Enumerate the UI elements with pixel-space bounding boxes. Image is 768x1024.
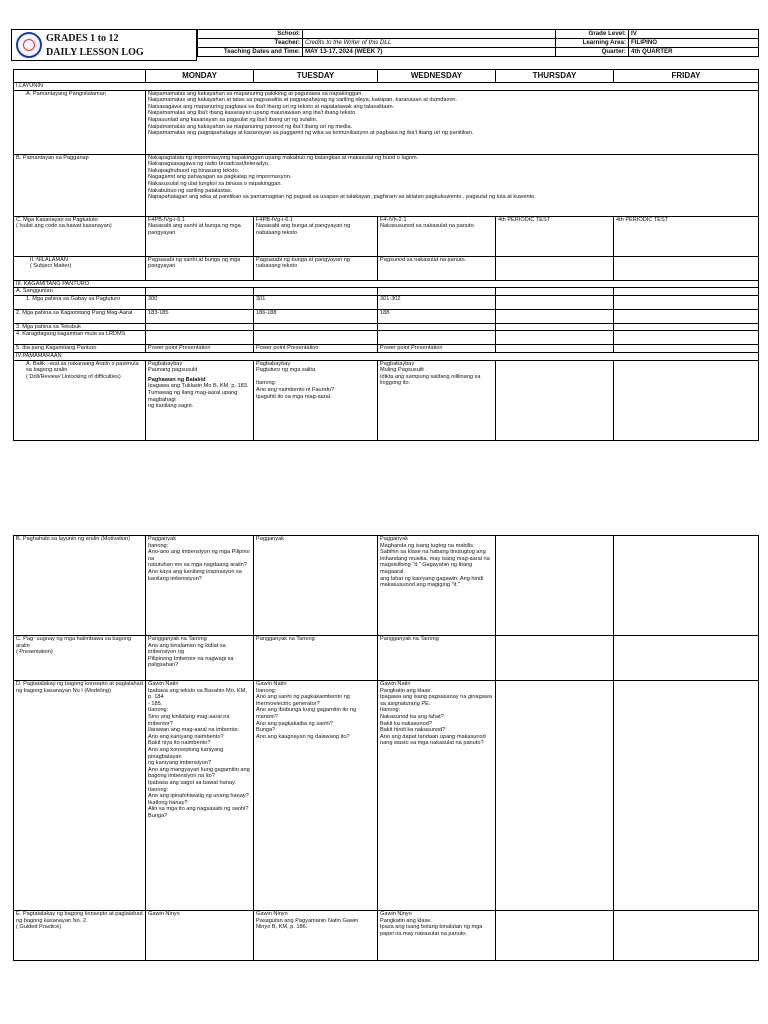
nilalaman-wed: Pagsunod sa nakasulat na panuto. bbox=[378, 256, 496, 280]
balik-aral-wed: Pagbabaybay Muling Pagsusulit Idikta ang sampung salitang nililinang sa linggong ito. bbox=[378, 360, 496, 440]
kasanayan-mon: F4PB-IVg-i-6.1 Nasasabi ang sanhi at bunga ng mga pangyayari bbox=[146, 216, 254, 256]
sanggunian-label: A. Sanggunian bbox=[14, 288, 146, 296]
kagamitan-tue: 186-188 bbox=[254, 309, 378, 323]
area-value: FILIPINO bbox=[629, 39, 759, 48]
day-thursday: THURSDAY bbox=[496, 70, 614, 83]
pag-uugnay-label: C. Pag- uugnay ng mga halimbawa sa bagong aralin ( Presentation) bbox=[14, 636, 146, 681]
meta-table-left bbox=[197, 29, 556, 57]
area-label: Learning Area: bbox=[556, 39, 629, 48]
quarter-label: Quarter: bbox=[556, 48, 629, 57]
pamantayan-pagganap-text: Nakapagtatala ng impormasyong napakinggan upang makabuo ng balangkas at makasulat ng buod o lagom. Nakapagsasagawa ng radio broadcast/teleradyo. Nakapagbubuod ng binasang teksto. Nagagamit ang pahayagan sa pagkalap ng impormasyon. Nakasusulat ng ulat tungkol sa binasa o napakinggan. Nakabubuo ng sariling patalastas. Napapahalagan ang wika at panitikan sa pamamagitan ng pagsali sa usapan at talakayan, paghiram sa aklatan pagkukuwento , pagsulat ng tula at kuwento. bbox=[146, 154, 759, 216]
deped-seal-icon bbox=[16, 32, 42, 58]
karagdagan-label: 4. Karagdagang kagamitan mula sa LRDMS bbox=[14, 331, 146, 345]
pag-uugnay-tue: Pangganyak na Tanong bbox=[254, 636, 378, 681]
paghahabi-tue: Pagganyak bbox=[254, 536, 378, 636]
gabay-wed: 301-302 bbox=[378, 295, 496, 309]
pamantayang-pangnilalaman-text: Naipamamalas ang kakayahan sa mapanuring pakikinig at pagunawa sa napakinggan. Naipamamalas ang kakayahan at tatas sa pagsasalita at pagpapahayag ng sariling ideya, kaisipan, karanasan at damdamin. Naisasagawa ang mapanuring pagbasa sa iba't ibang uri ng teksto at napalalawak ang talasalitaan. Naipamamalas ang iba't ibang kasanayan upang maunawaan ang iba't ibang teksto. Napauunlad ang kasanayan sa pagsulat ng iba't ibang uri ng sulatin. Naipamamalas ang kakayahan sa mapanuring panood ng iba't ibang uri ng media. Naipamamalas ang pagpapahalaga at kasanayan sa paggamit ng wika sa komunikasyon at pagbasa ng iba't ibang uri ng panitikan. bbox=[146, 90, 759, 154]
teacher-label: Teacher: bbox=[198, 39, 303, 48]
kasanayan-wed: F4-IVh-2.1 Nakasusunod sa nakasulat na panuto. bbox=[378, 216, 496, 256]
kasanayan-label: C. Mga Kasanayan sa Pagkatuto ( Isulat ang code sa bawat kasanayan) bbox=[14, 216, 146, 256]
kagamitan-wed: 188 bbox=[378, 309, 496, 323]
quarter-value: 4th QUARTER bbox=[629, 48, 759, 57]
grade-label: Grade Level: bbox=[556, 30, 629, 39]
title-grades: GRADES 1 to 12 bbox=[46, 33, 119, 44]
nilalaman-label: II. NILALAMAN ( Subject Matter) bbox=[14, 256, 146, 280]
paghahabi-mon: Pagganyak Itanong: Ano-ano ang imbensiyon ng mga Pilipino na natutuhan mo sa mga nagdaang aralin? Ano kaya ang kanilang inspirasyon sa kanilang imbensiyon? bbox=[146, 536, 254, 636]
lesson-table-page1 bbox=[13, 69, 759, 441]
kagamitan-heading: III. KAGAMITANG PANTURO bbox=[14, 280, 759, 288]
iba-mon: Power point Presentation bbox=[146, 345, 254, 353]
title-block bbox=[11, 29, 197, 61]
pamamaraan-heading: IV.PAMAMARAAN bbox=[14, 352, 759, 360]
layunin-heading: I.LAYUNIN bbox=[14, 83, 759, 91]
balik-aral-mon bbox=[146, 360, 254, 440]
pagtatalakay-2-tue: Gawin Ninyo Pasagutan ang Pagyamanin Natin Gawin Ninyo B, KM, p. 186. bbox=[254, 911, 378, 961]
pagtatalakay-1-wed: Gawin Natin Pangkatin ang klase. Ipagawa ang isang pagsasanay na ginagawa sa asignaturang PE. Itanong: Nakasunod ba ang lahat? Bakit ka nakasunod? Bakit hindi ka nakasunod? Ano ang dapat tandaan upang makasunod nang wasto sa mga nakasulat na panuto? bbox=[378, 681, 496, 911]
pag-uugnay-wed: Pangganyak na Tanong bbox=[378, 636, 496, 681]
pag-uugnay-mon: Pangganyak na Tanong Ano ang kinalaman ng kidlat sa imbensiyon ng Pilipinong Imbentor na nagwagi sa paligsahan? bbox=[146, 636, 254, 681]
day-wednesday: WEDNESDAY bbox=[378, 70, 496, 83]
pamantayang-pangnilalaman-label: A. Pamantayang Pangnilalaman bbox=[14, 90, 146, 154]
pagtatalakay-2-wed: Gawin Ninyo Pangkatin ang klase. Ipasa ang isang bolang binalutan ng mga papel na may nakasulat na panuto. bbox=[378, 911, 496, 961]
school-label: School: bbox=[198, 30, 303, 39]
pagtatalakay-2-label: E. Pagtatalakay ng bagong konsepto at paglalahad ng bagong kasanayan No. 2. ( Guided Practice) bbox=[14, 911, 146, 961]
day-tuesday: TUESDAY bbox=[254, 70, 378, 83]
lesson-table-page2 bbox=[13, 535, 759, 961]
day-friday: FRIDAY bbox=[614, 70, 759, 83]
gabay-label: 1. Mga pahina sa Gabay sa Pagtuturo bbox=[14, 295, 146, 309]
iba-tue: Power point Presentation bbox=[254, 345, 378, 353]
nilalaman-fri bbox=[614, 256, 759, 280]
kasanayan-thu: 4th PERIODIC TEST bbox=[496, 216, 614, 256]
nilalaman-mon: Pagsasabi ng sanhi at bunga ng mga pangyayari bbox=[146, 256, 254, 280]
balik-aral-mon-part1: Pagbabaybay Paunang pagsusulit bbox=[148, 360, 198, 374]
title-dll: DAILY LESSON LOG bbox=[46, 47, 144, 58]
iba-pang-kagamitan-label: 5. Iba pang Kagamitang Panturo bbox=[14, 345, 146, 353]
dates-value: MAY 13-17, 2024 (WEEK 7) bbox=[303, 48, 556, 57]
paghahabi-label: B. Paghahabi sa layunin ng aralin (Motivation) bbox=[14, 536, 146, 636]
kagamitan-pang-mag-aaral-label: 2. Mga pahina sa Kagamitang Pang Mag-Aaral bbox=[14, 309, 146, 323]
balik-aral-mon-part2: Ipagawa ang Tuklasin Mo B, KM, p. 183. Tumawag ng ilang mag-aaral upang magbahagi ng kanilang sagot. bbox=[148, 383, 249, 410]
pagtatalakay-2-mon: Gawin Ninyo bbox=[146, 911, 254, 961]
grade-value: IV bbox=[629, 30, 759, 39]
kasanayan-tue: F4PB-IVg-i-6.1 Nasasabi ang bunga at pangyayari ng nabasang teksto bbox=[254, 216, 378, 256]
day-monday: MONDAY bbox=[146, 70, 254, 83]
kagamitan-mon: 183-185 bbox=[146, 309, 254, 323]
paghawan-balakid: Paghawan ng Balakid bbox=[148, 376, 206, 383]
pagtatalakay-1-tue: Gawin Natin Itanong: Ano ang sanhi ng pagkakaimbento ng thermoelectric generator? Ano ang ibubunga kung gagamitin ito ng marami? Ano ang pagkakaiba ng sanhi? Bunga? Ano ang kaugnayan ng dalawang ito? bbox=[254, 681, 378, 911]
dates-label: Teaching Dates and Time: bbox=[198, 48, 303, 57]
corner-cell bbox=[14, 70, 146, 83]
kasanayan-fri: 4th PERIODIC TEST bbox=[614, 216, 759, 256]
balik-aral-tue: Pagbabaybay Pagtuturo ng mga salita Itanong: Ano ang naimbento ni Faundo? Ipaguhit ito sa mga mag-aaral. bbox=[254, 360, 378, 440]
iba-wed: Power point Presentation bbox=[378, 345, 496, 353]
meta-table-right bbox=[555, 29, 759, 57]
teacher-value: Credits to the Writer of this DLL bbox=[303, 39, 556, 48]
gabay-mon: 300 bbox=[146, 295, 254, 309]
gabay-tue: 301 bbox=[254, 295, 378, 309]
nilalaman-tue: Pagsasabi ng bunga at pangyayari ng nabasang teksto bbox=[254, 256, 378, 280]
teksbuk-label: 3. Mga pahina sa Teksbuk bbox=[14, 323, 146, 331]
pagtatalakay-1-mon: Gawin Natin Ipabasa ang teksto sa Basahin Mo, KM, p. 184 - 185. Itanong: Sino ang kinilalang mag-aaral na imbentor? Ilarawan ang mag-aaral na imbentor. Ano ang kaniyang naimbento? Bakit niya ito naimbento? Ano ang konseptong kaniyang pinagbatayan ng kaniyang imbensiyon? Ano ang mangyayari kung gagamitin ang bagong imbensiyon na ito? Ipabasa ang sagot sa bawat hanay. Itanong: Ano ang ipinahihiwatig ng unang hanay? Ikatlong hanay? Alin sa mga ito ang nagsasabi ng sanhi? Bunga? bbox=[146, 681, 254, 911]
nilalaman-thu bbox=[496, 256, 614, 280]
balik-aral-label: A. Balik –aral sa nakaraang Aralin o pasimula sa bagong aralin ( Drill/Review/ Unlocking of difficulties) bbox=[14, 360, 146, 440]
pagtatalakay-1-label: D. Pagtatalakay ng bagong konsepto at paglalahad ng bagong kasanayan No I (Modeling) bbox=[14, 681, 146, 911]
school-value bbox=[303, 30, 556, 39]
paghahabi-wed: Pagganyak Maghanda ng isang tugtog na mabilis. Sabihin sa klase na habang tinutugtog ang inihandang musika, may isang mag-aaral na magsisilbing "it." Gagayahin ng ibang magaaral ang lahat ng kaniyang gagawin. Ang hindi makasusunod ang magiging "it." bbox=[378, 536, 496, 636]
pamantayan-pagganap-label: B. Pamantayan sa Pagganap bbox=[14, 154, 146, 216]
